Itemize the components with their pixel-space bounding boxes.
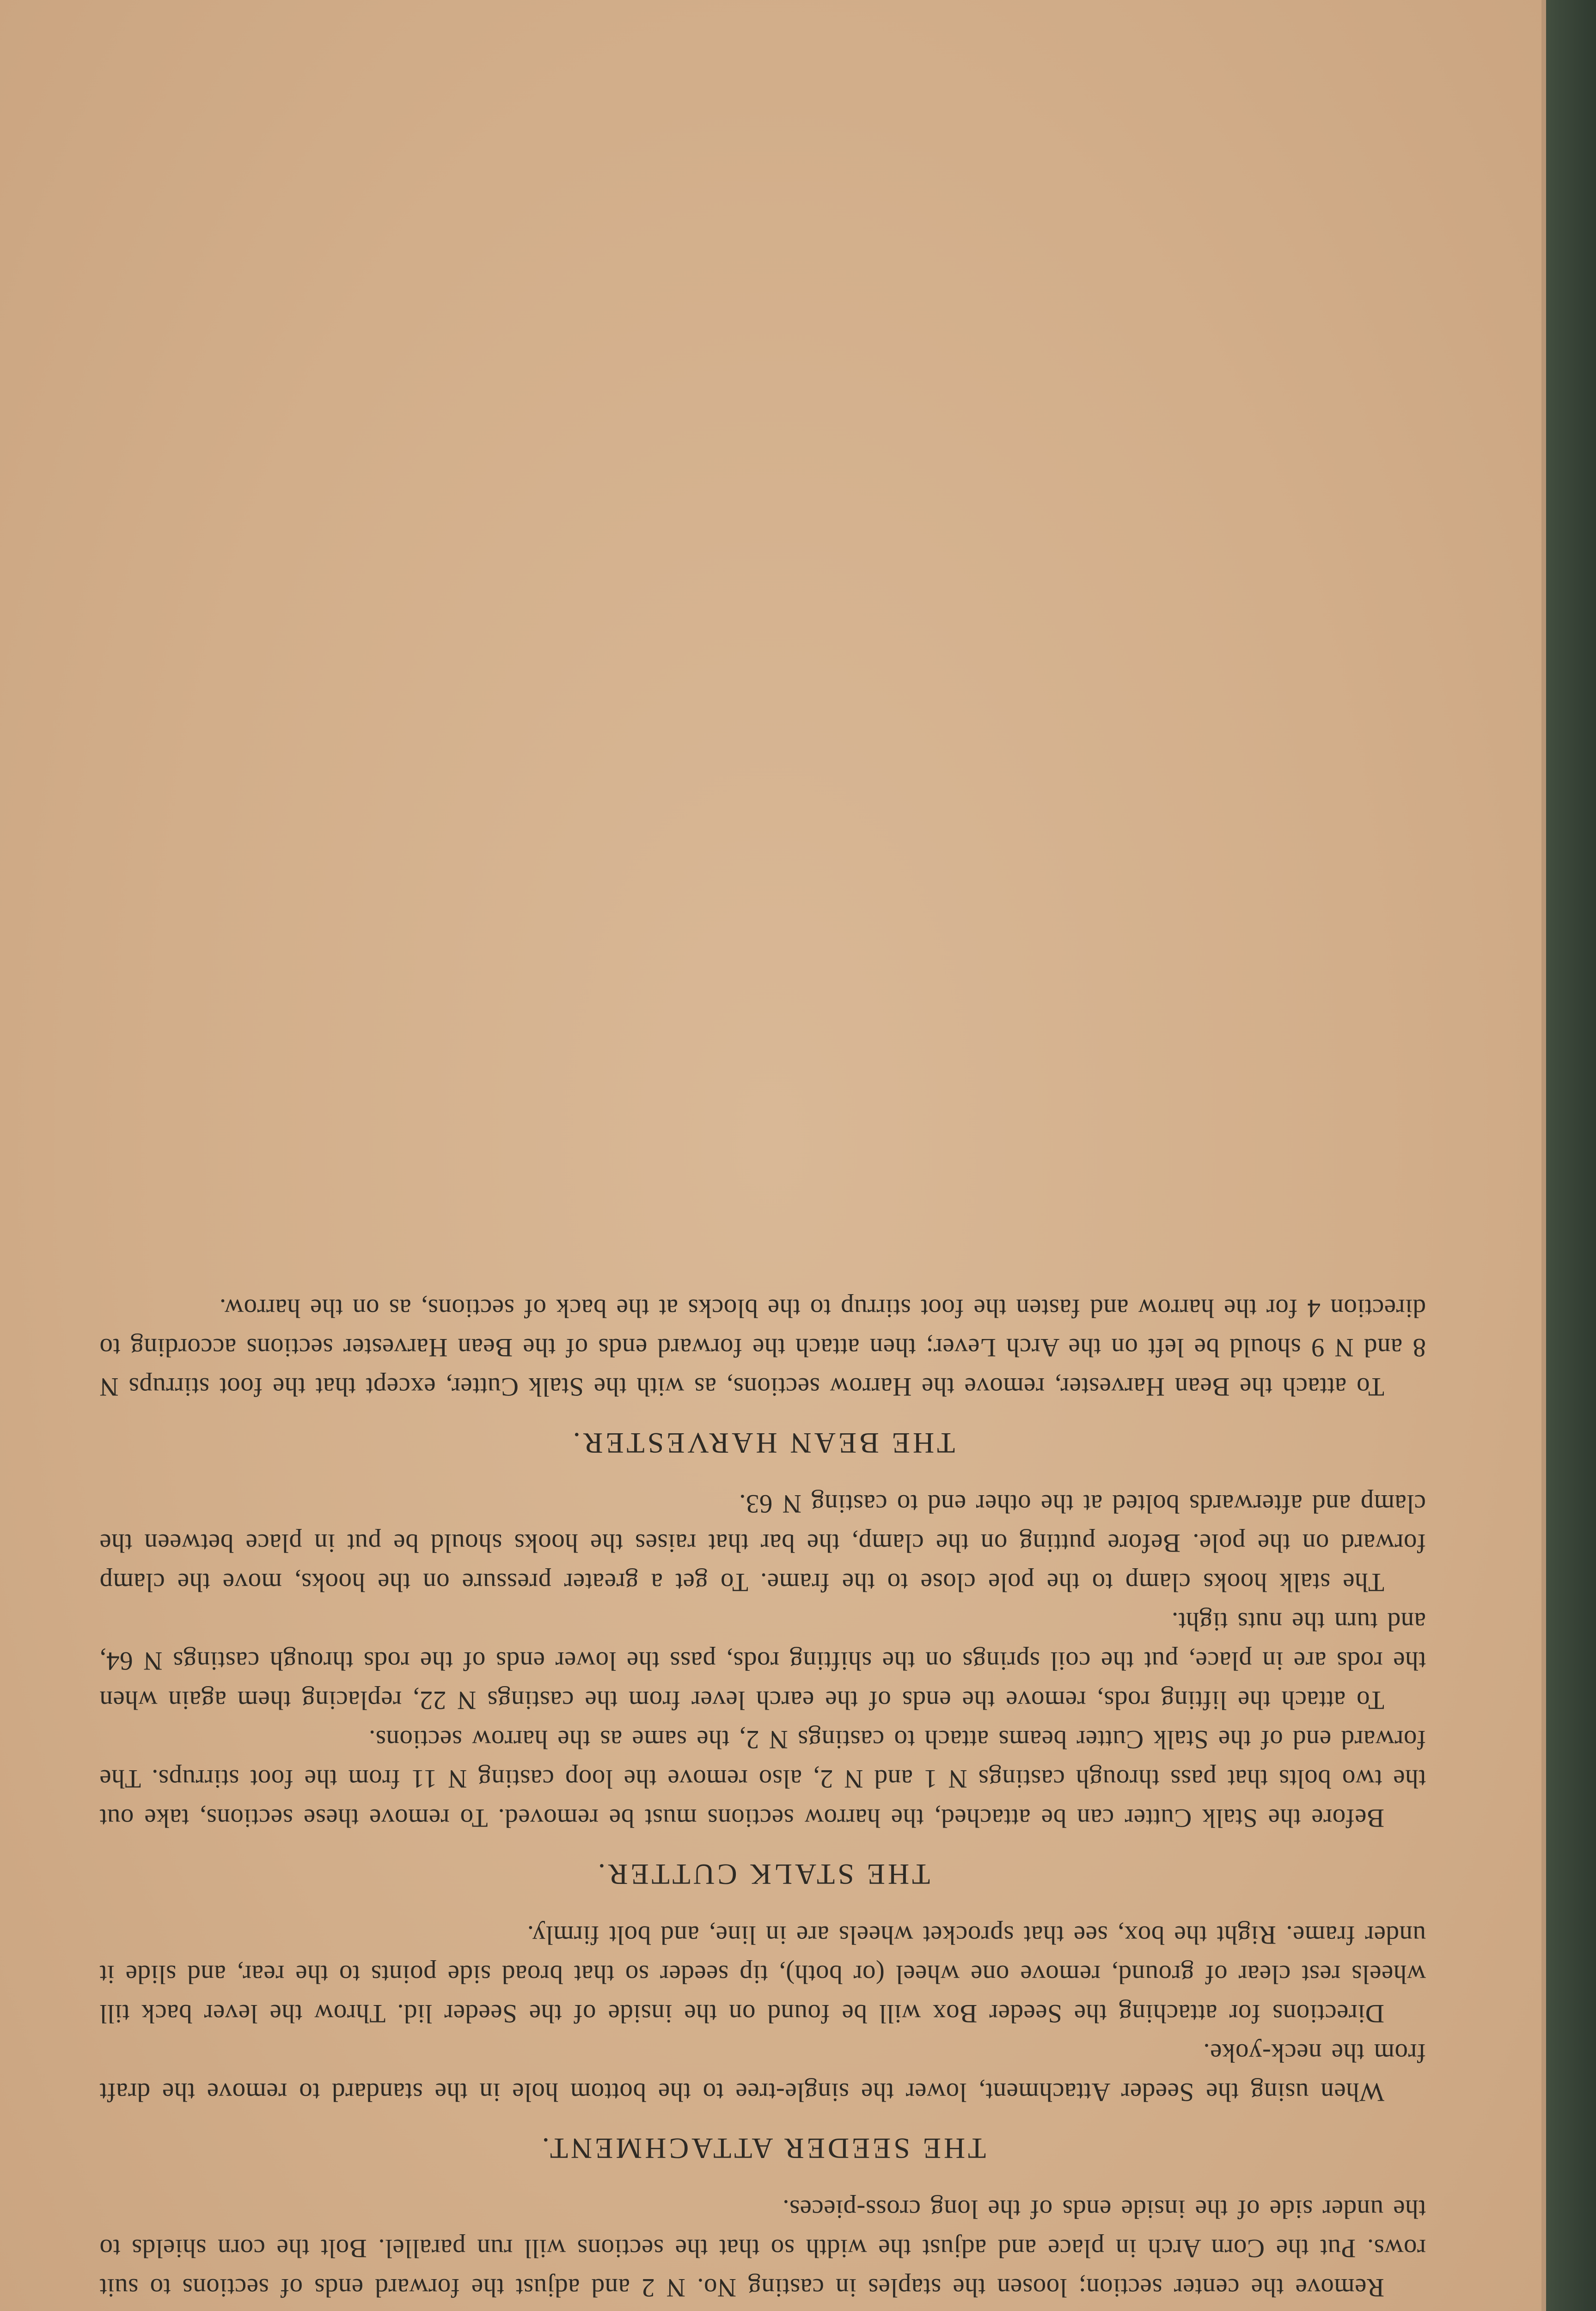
section-seeder-attachment xyxy=(99,1915,1426,2165)
paragraph: Remove the center section; loosen the staples in casting No. N 2 and adjust the forward ends of sections to suit rows. Put the Corn Arch in place and adjust the width so that the sections will run parallel. Bolt the corn shields to the under side of the inside ends of the long cross-pieces. xyxy=(99,2195,1426,2302)
paragraph: To attach the Bean Harvester, remove the Harrow sections, as with the Stalk Cutter, except that the foot stirrups N 8 and N 9 should be left on the Arch Lever; then attach the forward ends of the Bean Harvester sections according to direction 4 for the harrow and fasten the foot stirrup to the blocks at the back of sections, as on the harrow. xyxy=(99,1294,1426,1401)
section-heading: THE BEAN HARVESTER. xyxy=(570,1427,955,1460)
paragraph: The stalk hooks clamp to the pole close to the frame. To get a greater pressure on the hooks, move the clamp forward on the pole. Before putting on the clamp, the bar that raises the hooks should be put in place between the clamp and afterwards bolted at the other end to casting N 63. xyxy=(99,1489,1426,1597)
paragraph: To attach the lifting rods, remove the ends of the earch lever from the castings N 22, replacing them again when the rods are in place, put the coil springs on the shifting rods, pass the lower ends of the rods through castings N 64, and turn the nuts tight. xyxy=(99,1607,1426,1715)
section-heading: THE STALK CUTTER. xyxy=(595,1858,930,1891)
section-row-crops xyxy=(99,2189,1426,2311)
page-content xyxy=(99,1289,1426,2311)
paragraph: When using the Seeder Attachment, lower the single-tree to the bottom hole in the standard to remove the draft from the neck-yoke. xyxy=(99,2038,1426,2107)
section-stalk-cutter xyxy=(99,1484,1426,1891)
section-bean-harvester xyxy=(99,1289,1426,1460)
paragraph: Before the Stalk Cutter can be attached, the harrow sections must be removed. To remove these sections, take out the two bolts that pass through castings N 1 and N 2, also remove the loop casting N 11 from the foot stirrups. The forward end of the Stalk Cutter beams attach to castings N 2, the same as the harrow sections. xyxy=(99,1725,1426,1833)
section-heading: THE SEEDER ATTACHMENT. xyxy=(539,2132,986,2165)
paragraph: Directions for attaching the Seeder Box will be found on the inside of the Seeder lid. Throw the lever back till wheels rest clear of ground, remove one wheel (or both), tip seeder so that broad side points to the rear, and slide it under frame. Right the box, see that sprocket wheels are in line, and bolt firmly. xyxy=(99,1920,1426,2028)
